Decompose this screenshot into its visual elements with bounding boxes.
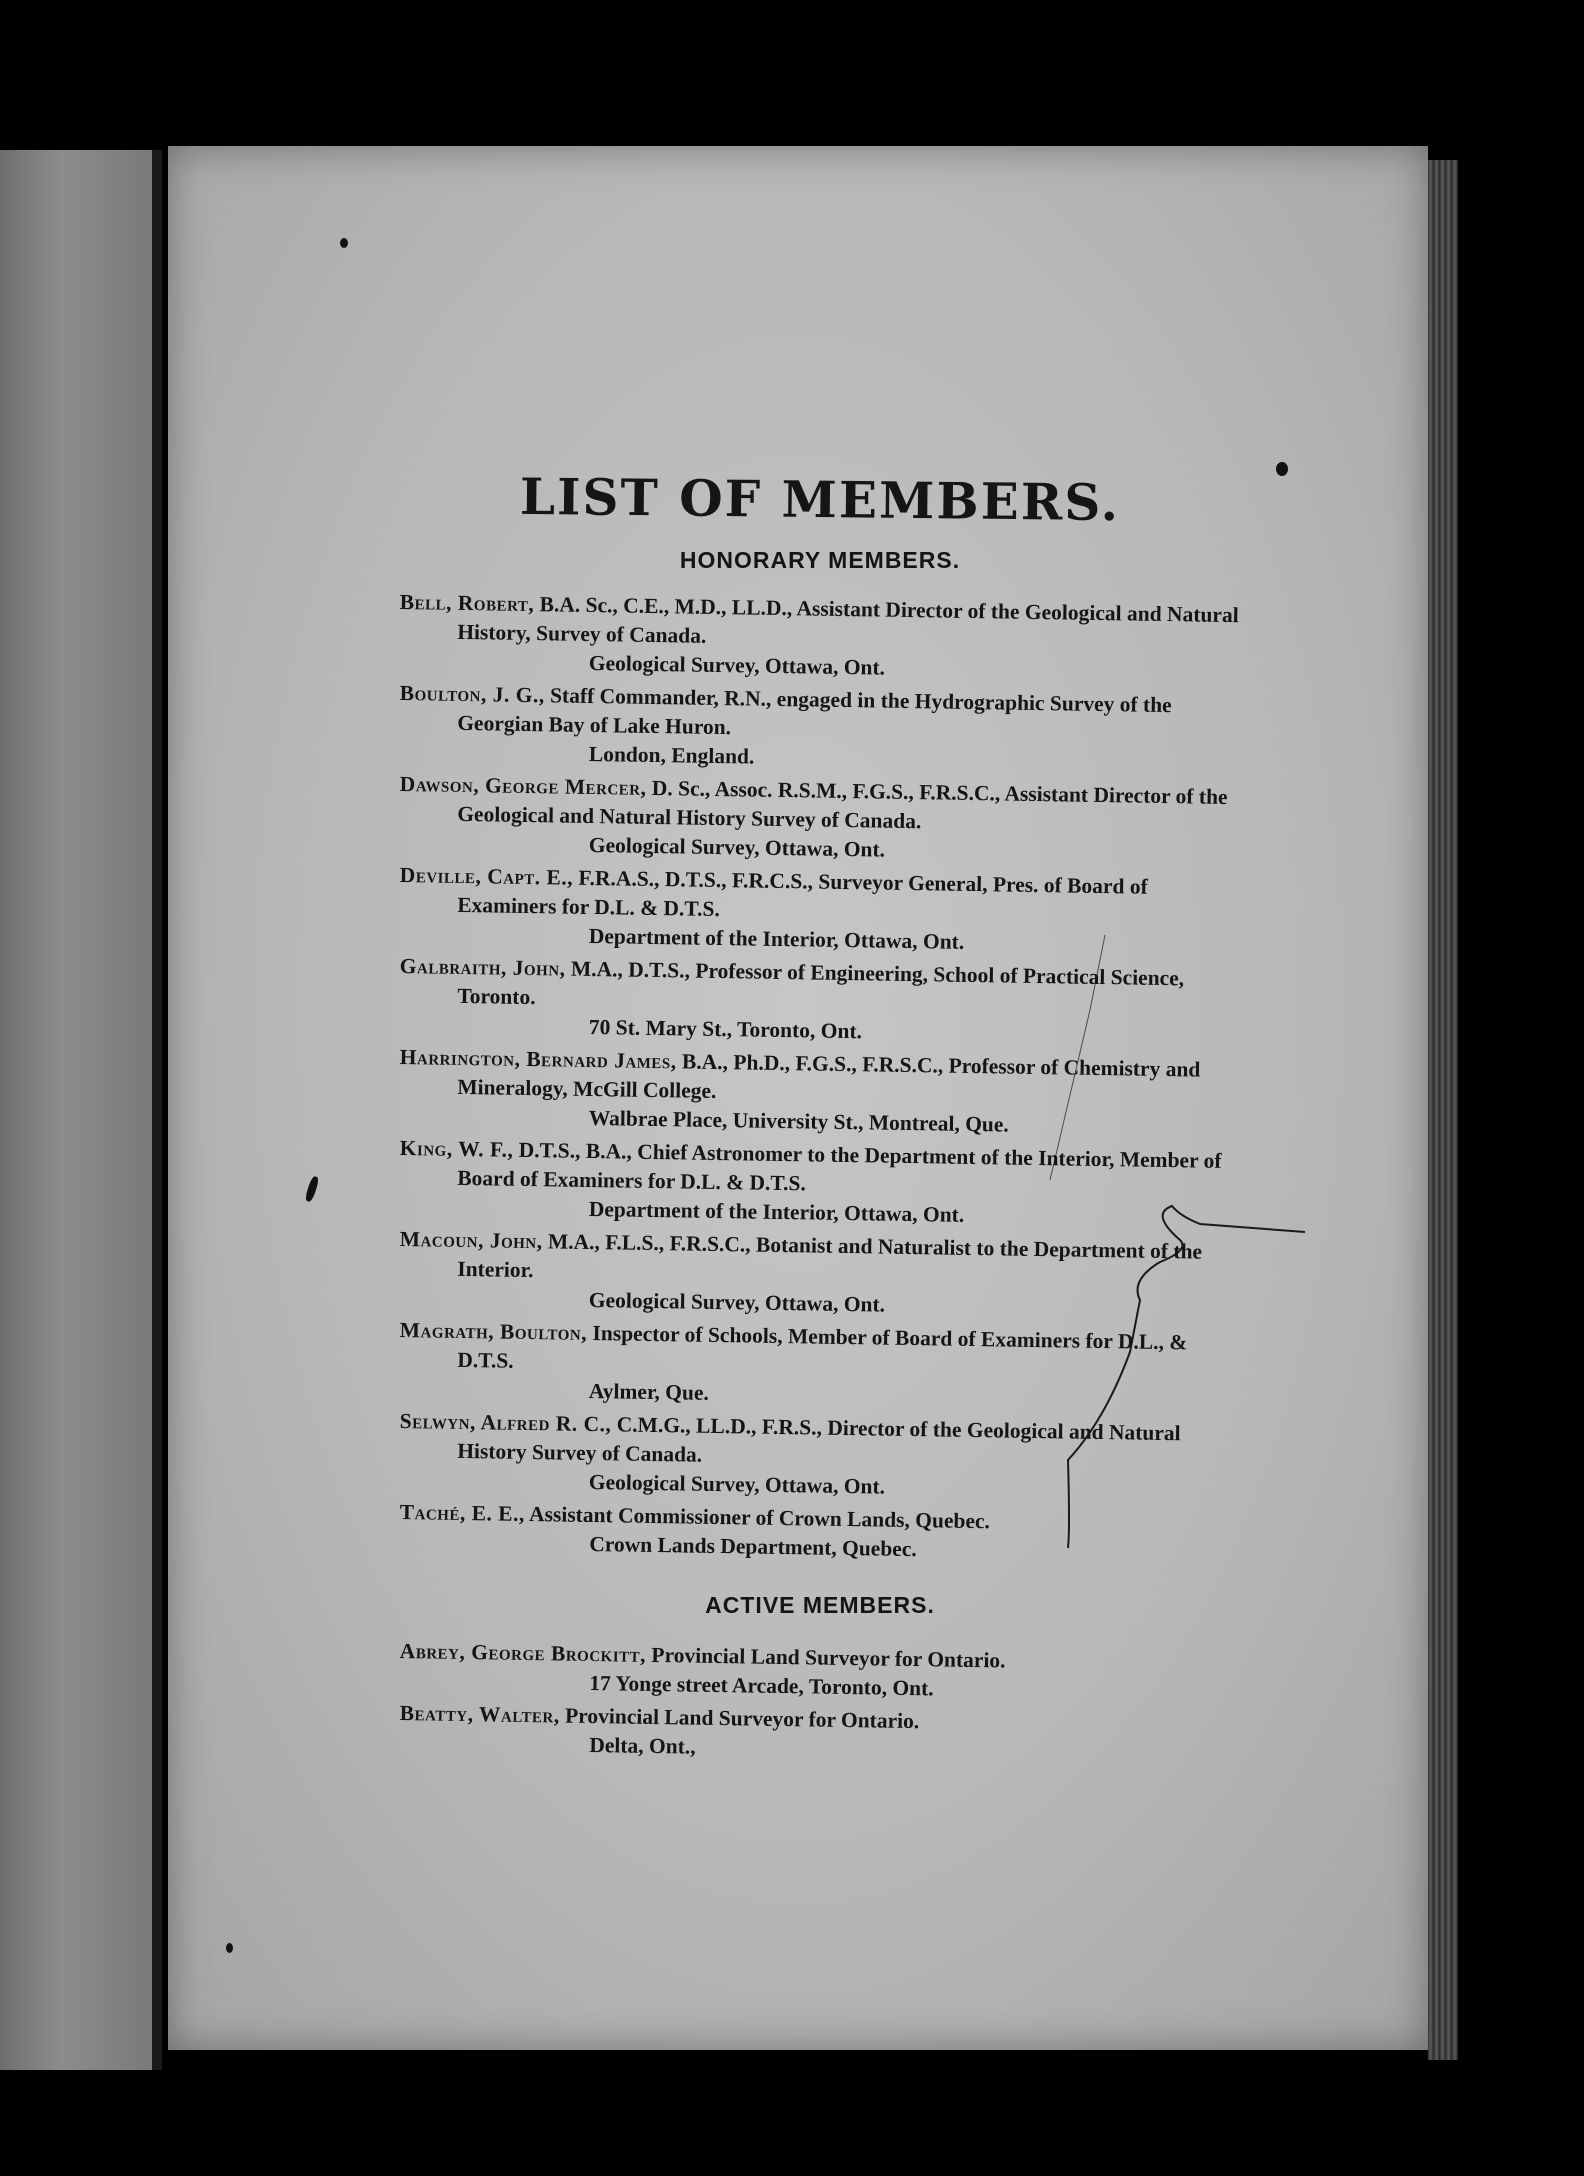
member-entry	[399, 1407, 1240, 1507]
member-name: Macoun, John,	[399, 1226, 543, 1254]
member-name: Selwyn, Alfred R. C.,	[399, 1408, 612, 1437]
page-title: LIST OF MEMBERS.	[519, 466, 1121, 533]
member-entry	[399, 1637, 1240, 1708]
member-name: Deville, Capt. E.,	[399, 862, 574, 890]
member-entry	[399, 770, 1240, 870]
member-address: Delta, Ont.,	[589, 1732, 696, 1759]
member-address: Geological Survey, Ottawa, Ont.	[588, 650, 886, 680]
member-name: Abrey, George Brockitt,	[399, 1638, 647, 1667]
member-description: Assistant Commissioner of Crown Lands, Quebec.	[528, 1502, 991, 1534]
member-address: London, England.	[588, 741, 755, 769]
member-entry	[399, 952, 1240, 1052]
member-description: Staff Commander, R.N., engaged in the Hydrographic Survey of the Georgian Bay of Lake Huron.	[457, 683, 1172, 740]
member-entry	[399, 1134, 1240, 1234]
member-name: Taché, E. E.,	[399, 1499, 526, 1526]
member-address: Department of the Interior, Ottawa, Ont.	[588, 923, 965, 954]
member-address: 70 St. Mary St., Toronto, Ont.	[588, 1014, 863, 1044]
member-entry	[399, 1498, 1240, 1569]
member-name: Galbraith, John,	[399, 953, 566, 981]
member-description: M.A., F.L.S., F.R.S.C., Botanist and Naturalist to the Department of the Interior.	[457, 1229, 1203, 1283]
member-list	[399, 466, 1240, 1761]
member-address: Geological Survey, Ottawa, Ont.	[588, 1469, 886, 1499]
member-description: B.A. Sc., C.E., M.D., LL.D., Assistant Director of the Geological and Natural History, Survey of Canada.	[457, 592, 1239, 648]
member-name: Bell, Robert,	[399, 589, 535, 617]
member-name: King, W. F.,	[399, 1135, 514, 1162]
section-heading-honorary: HONORARY MEMBERS.	[679, 547, 961, 573]
member-entry	[399, 861, 1240, 961]
member-entry	[399, 1225, 1240, 1325]
section-heading-active: ACTIVE MEMBERS.	[705, 1592, 935, 1618]
member-description: M.A., D.T.S., Professor of Engineering, School of Practical Science, Toronto.	[457, 956, 1185, 1010]
member-name: Beatty, Walter,	[399, 1700, 560, 1728]
member-name: Harrington, Bernard James,	[399, 1044, 677, 1074]
member-description: D. Sc., Assoc. R.S.M., F.G.S., F.R.S.C., Assistant Director of the Geological and Natural History Survey of Canada.	[457, 775, 1228, 834]
member-name: Dawson, George Mercer,	[399, 771, 647, 800]
member-description: Inspector of Schools, Member of Board of Examiners for D.L., & D.T.S.	[457, 1321, 1188, 1373]
member-name: Boulton, J. G.,	[399, 680, 545, 708]
member-entry	[399, 1316, 1240, 1416]
member-entry	[399, 679, 1240, 779]
member-description: Provincial Land Surveyor for Ontario.	[564, 1703, 920, 1734]
member-description: B.A., Ph.D., F.G.S., F.R.S.C., Professor of Chemistry and Mineralogy, McGill College.	[457, 1049, 1201, 1103]
member-address: Geological Survey, Ottawa, Ont.	[588, 832, 886, 862]
member-entry	[399, 588, 1240, 688]
member-address: 17 Yonge street Arcade, Toronto, Ont.	[589, 1670, 934, 1701]
member-address: Geological Survey, Ottawa, Ont.	[588, 1287, 886, 1317]
member-name: Magrath, Boulton,	[399, 1317, 588, 1345]
member-address: Aylmer, Que.	[588, 1378, 710, 1405]
member-entry	[399, 1043, 1240, 1143]
member-address: Walbrae Place, University St., Montreal, Que.	[588, 1105, 1009, 1137]
member-description: C.M.G., LL.D., F.R.S., Director of the Geological and Natural History Survey of Canada.	[457, 1412, 1181, 1467]
member-entry	[399, 1699, 1240, 1770]
member-address: Department of the Interior, Ottawa, Ont.	[588, 1196, 965, 1227]
member-description: F.R.A.S., D.T.S., F.R.C.S., Surveyor General, Pres. of Board of Examiners for D.L. & D.T.S.	[457, 865, 1148, 922]
member-description: D.T.S., B.A., Chief Astronomer to the Department of the Interior, Member of Board of Examiners for D.L. & D.T.S.	[457, 1137, 1222, 1196]
member-description: Provincial Land Surveyor for Ontario.	[651, 1642, 1006, 1673]
member-address: Crown Lands Department, Quebec.	[589, 1531, 917, 1562]
